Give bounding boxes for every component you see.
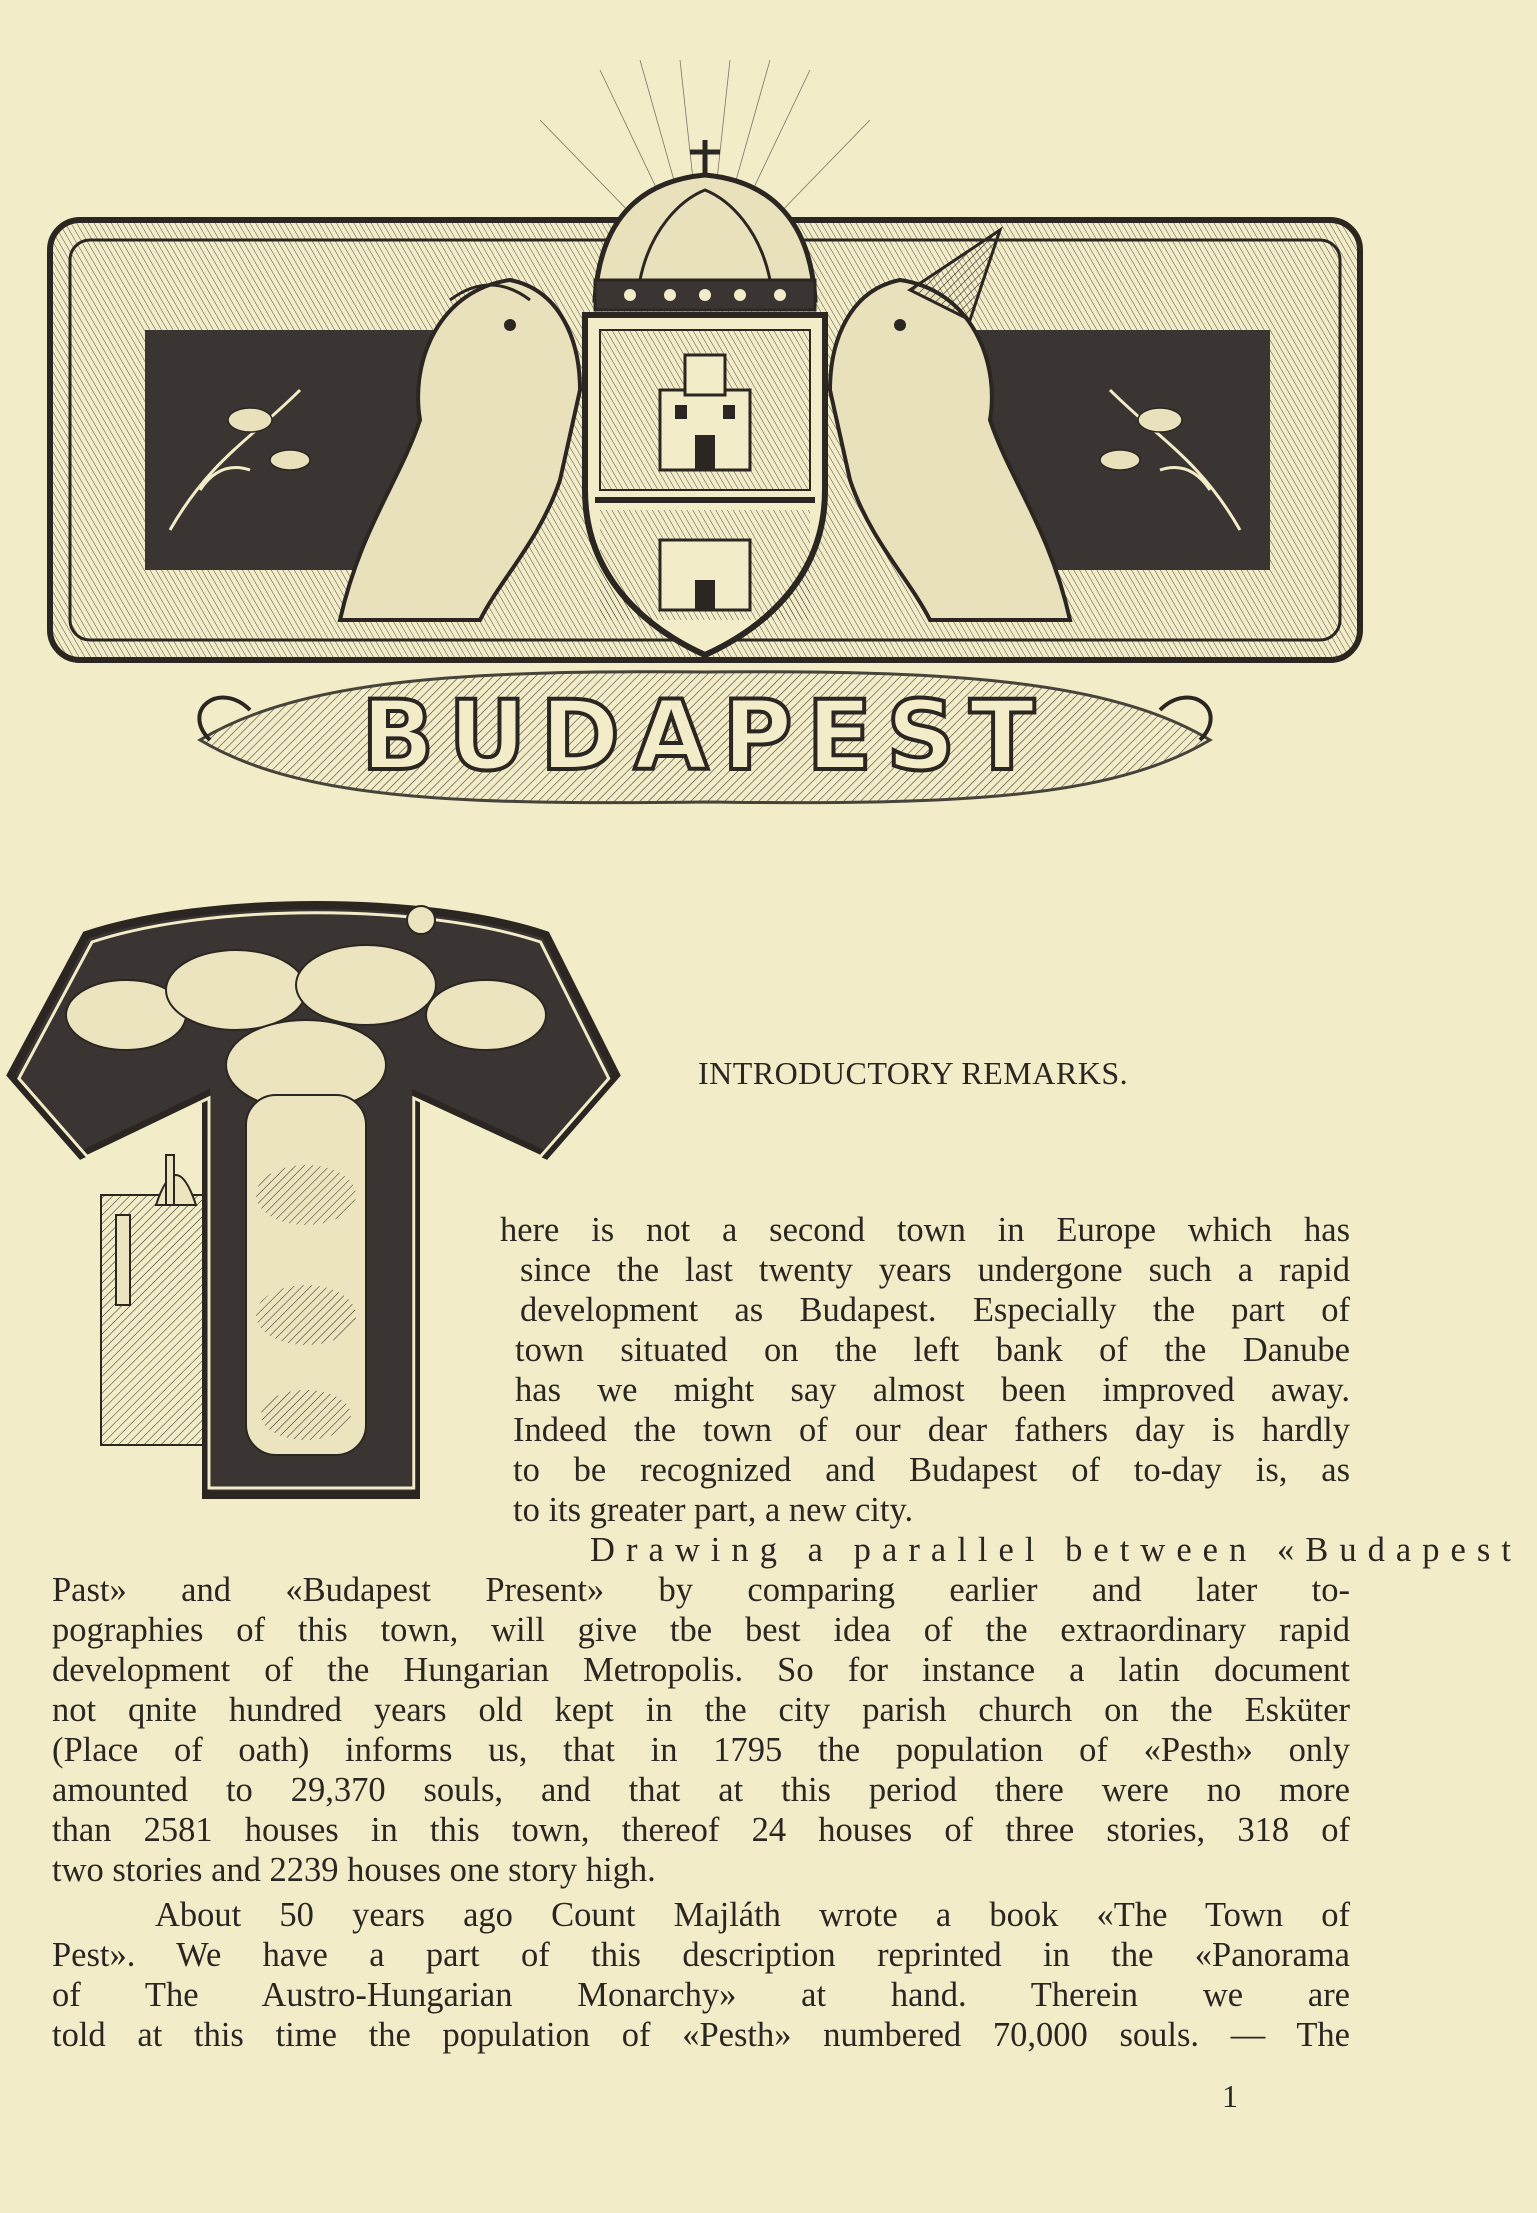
body-text-line: not qnite hundred years old kept in the city parish church on the Esküter: [52, 1691, 1350, 1729]
page-number: 1: [1222, 2078, 1238, 2114]
body-text-line: (Place of oath) informs us, that in 1795 the population of «Pesth» only: [52, 1731, 1350, 1769]
body-text-line: to be recognized and Budapest of to-day is, as: [513, 1451, 1350, 1489]
body-text-line: development of the Hungarian Metropolis. So for instance a latin document: [52, 1651, 1350, 1689]
body-text-line: Indeed the town of our dear fathers day is hardly: [513, 1411, 1350, 1449]
body-text-line: development as Budapest. Especially the part of: [520, 1291, 1350, 1329]
body-text-line: since the last twenty years undergone such a rapid: [520, 1251, 1350, 1289]
body-text-line: town situated on the left bank of the Danube: [515, 1331, 1350, 1369]
body-text-line: told at this time the population of «Pesth» numbered 70,000 souls. — The: [52, 2016, 1350, 2054]
body-text-line: to its greater part, a new city.: [513, 1491, 914, 1529]
body-text-line: Drawing a parallel between «Budapest: [590, 1531, 1522, 1569]
section-heading: INTRODUCTORY REMARKS.: [698, 1055, 1129, 1091]
body-text-line: pographies of this town, will give tbe best idea of the extraordinary rapid: [52, 1611, 1350, 1649]
body-text-line: Past» and «Budapest Present» by comparing earlier and later to-: [52, 1571, 1350, 1609]
body-text-line: two stories and 2239 houses one story high.: [52, 1851, 656, 1889]
body-text-line: About 50 years ago Count Majláth wrote a book «The Town of: [155, 1896, 1350, 1934]
body-text-line: of The Austro-Hungarian Monarchy» at hand. Therein we are: [52, 1976, 1350, 2014]
body-text-line: has we might say almost been improved away.: [515, 1371, 1350, 1409]
body-text-line: Pest». We have a part of this description reprinted in the «Panorama: [52, 1936, 1350, 1974]
header-engraving: [40, 60, 1370, 820]
body-text-line: than 2581 houses in this town, thereof 24 houses of three stories, 318 of: [52, 1811, 1350, 1849]
header-title-lettering: BUDAPEST: [361, 680, 1049, 792]
body-text-line: here is not a second town in Europe which has: [500, 1211, 1350, 1249]
body-text-line: amounted to 29,370 souls, and that at this period there were no more: [52, 1771, 1350, 1809]
